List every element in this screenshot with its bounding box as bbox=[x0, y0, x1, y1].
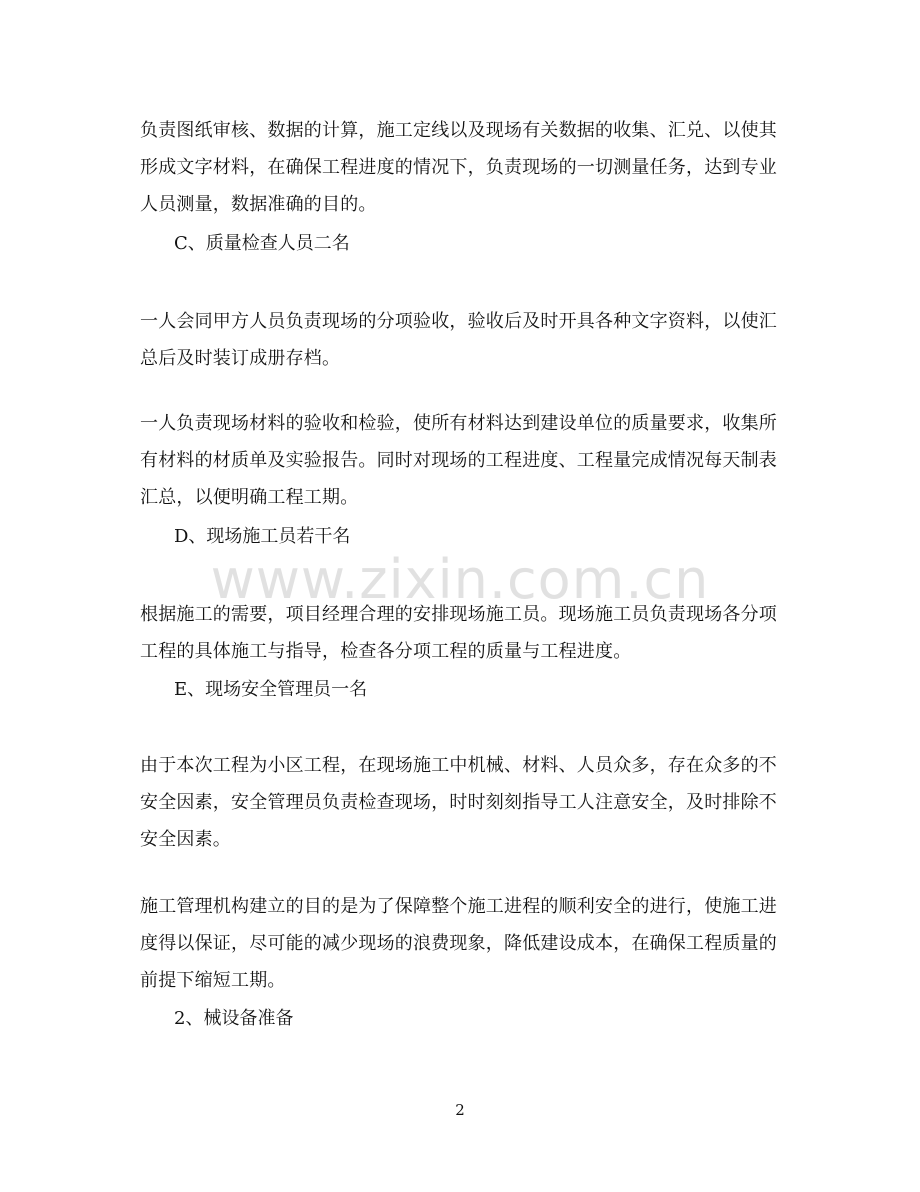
heading-quality-inspectors: C、质量检查人员二名 bbox=[174, 233, 350, 254]
heading-equipment-preparation: 2、械设备准备 bbox=[174, 1008, 294, 1029]
paragraph-constructor-duties: 根据施工的需要，项目经理合理的安排现场施工员。现场施工员负责现场各分项工程的具体施工与指导，检查各分项工程的质量与工程进度。 bbox=[140, 604, 777, 662]
paragraph-management-purpose: 施工管理机构建立的目的是为了保障整个施工进程的顺利安全的进行，使施工进度得以保证，尽可能的减少现场的浪费现象，降低建设成本，在确保工程质量的前提下缩短工期。 bbox=[140, 896, 777, 991]
heading-site-constructors: D、现场施工员若干名 bbox=[174, 526, 351, 547]
paragraph-safety-duties: 由于本次工程为小区工程，在现场施工中机械、材料、人员众多，存在众多的不安全因素，安全管理员负责检查现场，时时刻刻指导工人注意安全，及时排除不安全因素。 bbox=[140, 755, 777, 850]
watermark-text: www.zixin.com.cn bbox=[210, 548, 710, 611]
paragraph-surveyor-duties: 负责图纸审核、数据的计算，施工定线以及现场有关数据的收集、汇兑、以使其形成文字材料，在确保工程进度的情况下，负责现场的一切测量任务，达到专业人员测量，数据准确的目的。 bbox=[140, 120, 777, 215]
page-number: 2 bbox=[455, 1101, 465, 1119]
paragraph-inspector-acceptance: 一人会同甲方人员负责现场的分项验收，验收后及时开具各种文字资料，以使汇总后及时装订成册存档。 bbox=[140, 311, 777, 369]
paragraph-inspector-materials: 一人负责现场材料的验收和检验，使所有材料达到建设单位的质量要求，收集所有材料的材质单及实验报告。同时对现场的工程进度、工程量完成情况每天制表汇总，以便明确工程工期。 bbox=[140, 413, 777, 508]
heading-safety-manager: E、现场安全管理员一名 bbox=[174, 679, 368, 700]
